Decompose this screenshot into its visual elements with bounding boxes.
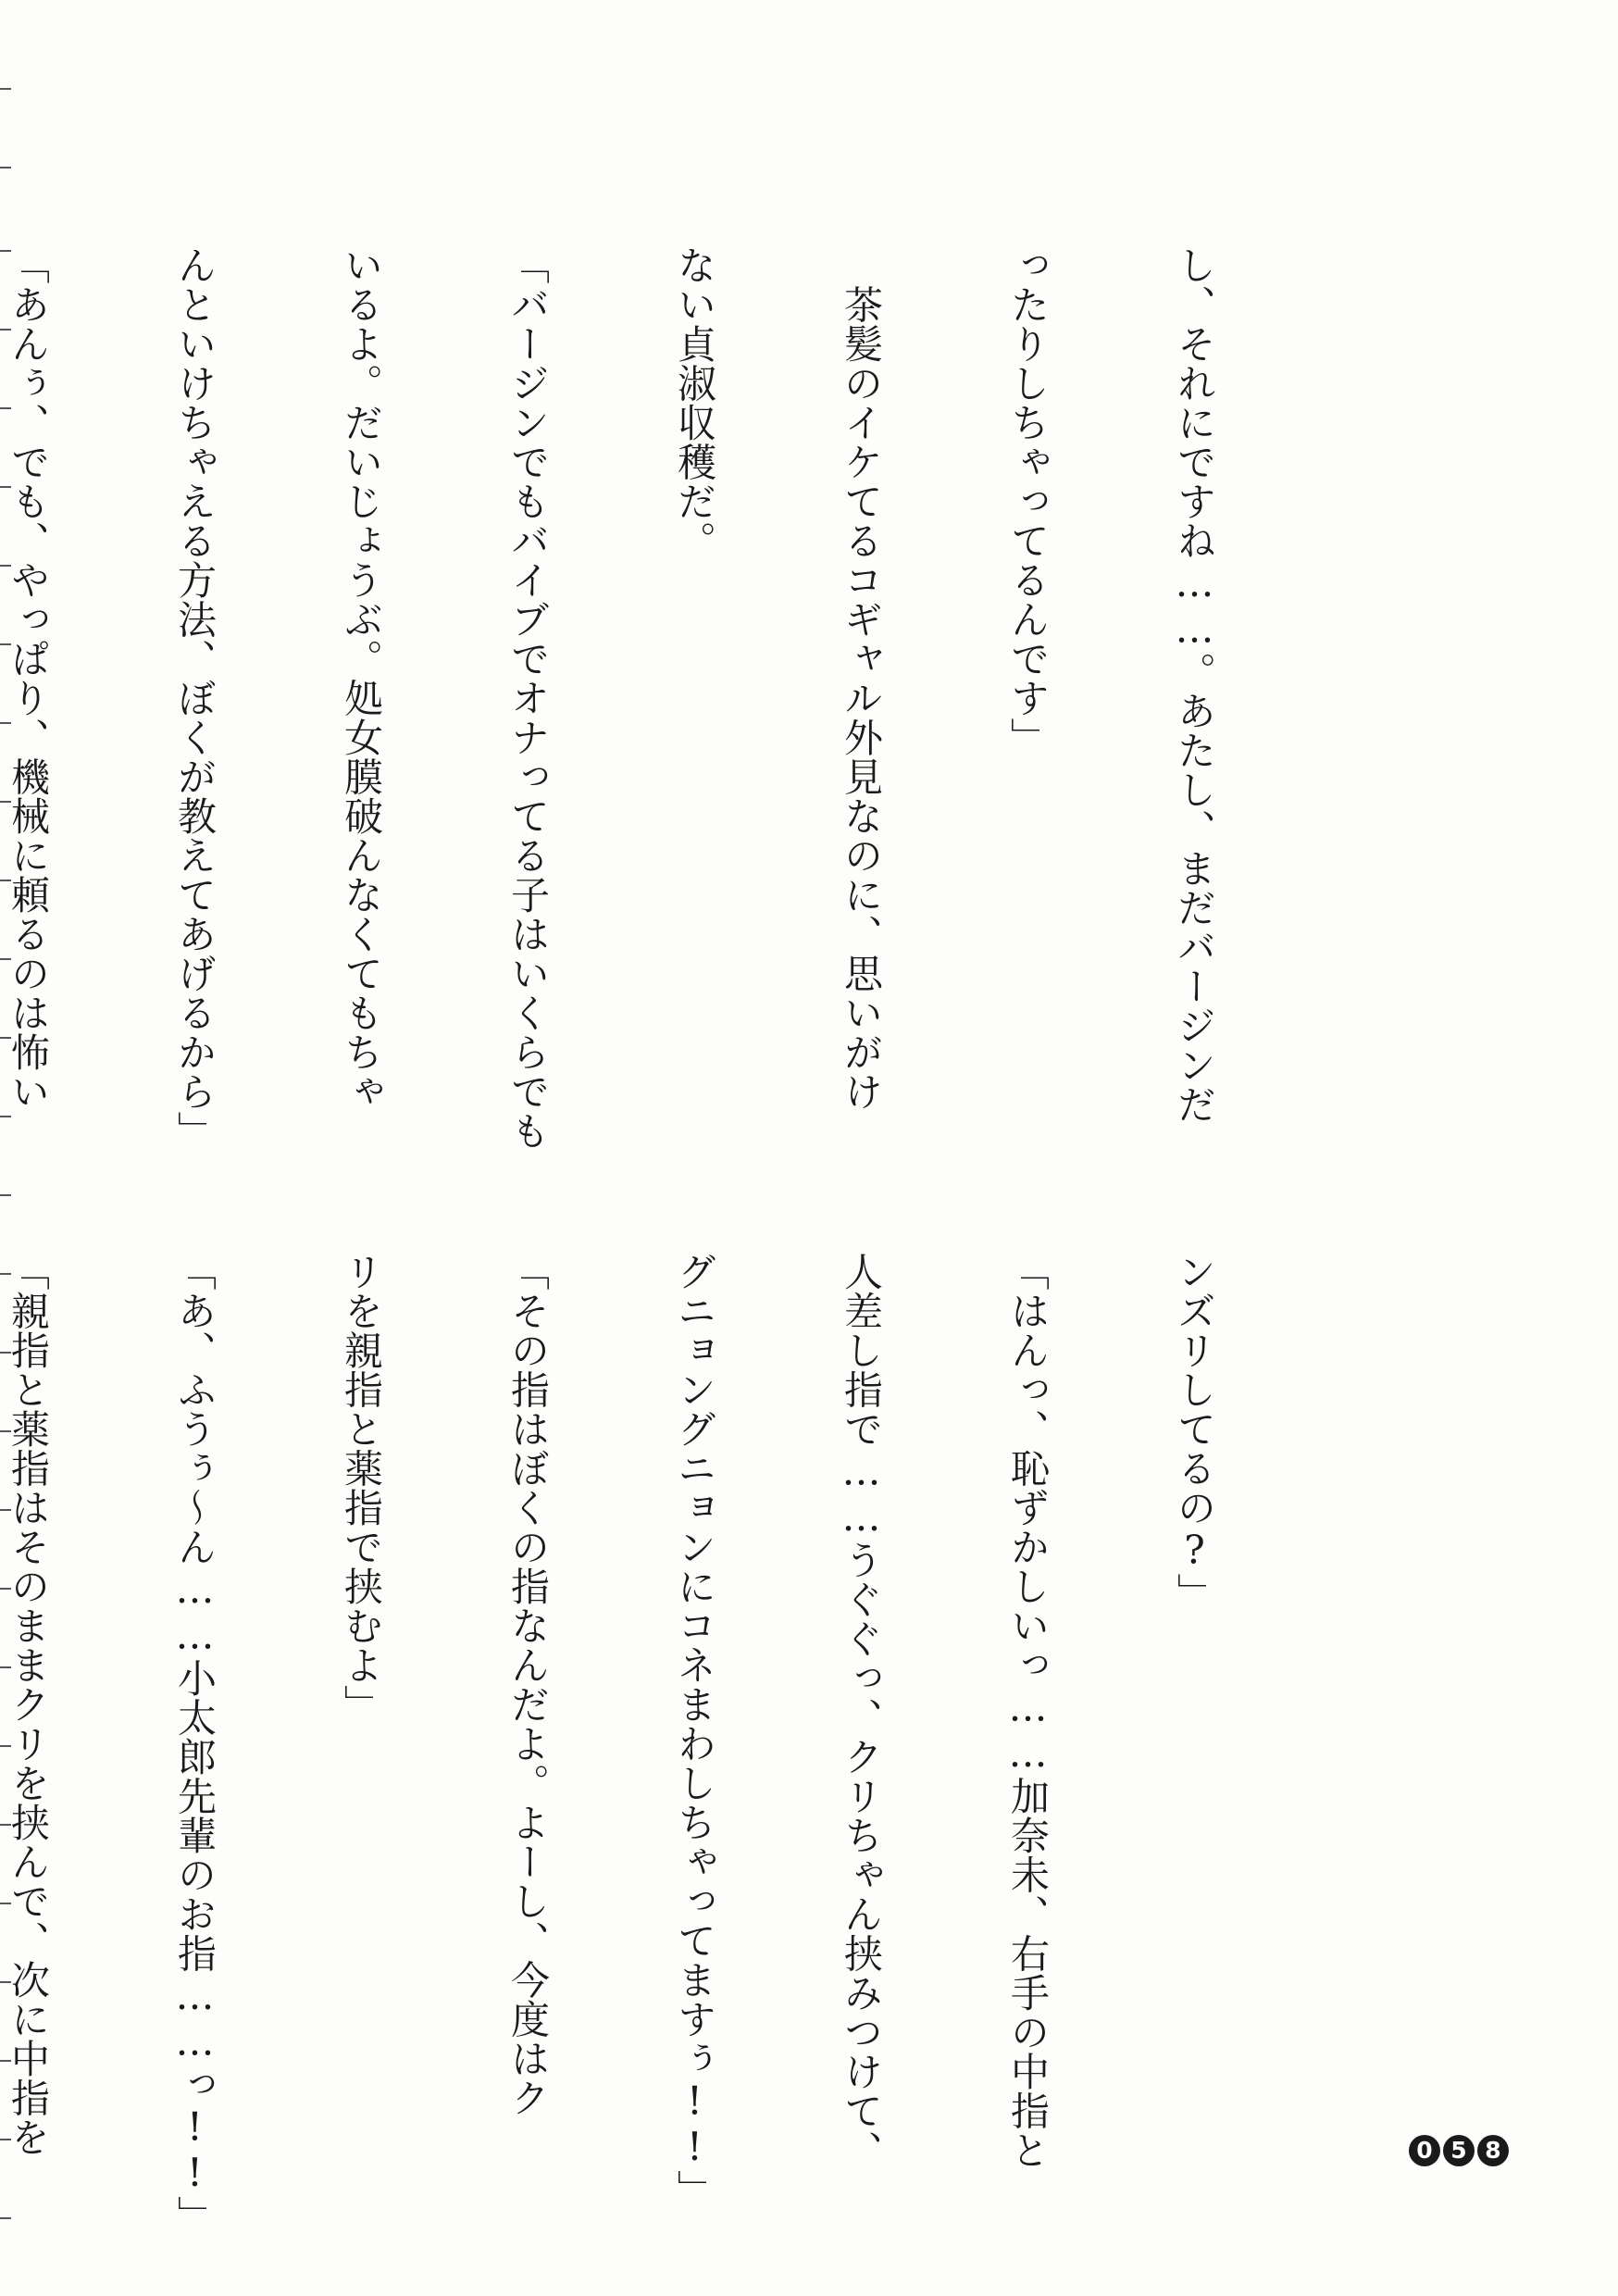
text-line: グニョングニョンにコネまわしちゃってますぅ!!」 bbox=[672, 1252, 717, 2209]
text-line: ンズリしてるの?」 bbox=[1172, 1252, 1217, 1613]
text-block-top bbox=[6, 245, 1333, 1151]
text-line: いるよ。だいじょうぶ。処女膜破んなくてもちゃ bbox=[339, 245, 384, 1111]
text-line: 「親指と薬指はそのままクリを挟んで、次に中指を bbox=[6, 1252, 51, 2157]
page-number-digit: 0 bbox=[1409, 2135, 1440, 2166]
page-number-digit: 8 bbox=[1477, 2135, 1509, 2166]
text-line: リを親指と薬指で挟むよ」 bbox=[339, 1252, 384, 1724]
text-line: ったりしちゃってるんです」 bbox=[1005, 245, 1051, 757]
page-number bbox=[1409, 2135, 1509, 2166]
text-line: 「あ、ふうぅ～ん……小太郎先輩のお指……っ!!」 bbox=[172, 1252, 218, 2235]
page-number-digit: 5 bbox=[1443, 2135, 1475, 2166]
text-line: 茶髪のイケてるコギャル外見なのに、思いがけ bbox=[839, 245, 884, 1111]
text-line: 「はんっ、恥ずかしいっ……加奈未、右手の中指と bbox=[1005, 1252, 1051, 2170]
text-line: んといけちゃえる方法、ぼくが教えてあげるから」 bbox=[172, 245, 218, 1151]
text-line: 「あんぅ、でも、やっぱり、機械に頼るのは怖い bbox=[6, 245, 51, 1111]
text-line: し、それにですね……。あたし、まだバージンだ bbox=[1172, 245, 1217, 1124]
text-block-bottom bbox=[6, 1252, 1333, 2235]
text-line: 「その指はぼくの指なんだよ。よーし、今度はク bbox=[505, 1252, 551, 2117]
text-line: 人差し指で……うぐぐっ、クリちゃん挟みつけて、 bbox=[839, 1252, 884, 2170]
text-line: 「バージンでもバイブでオナってる子はいくらでも bbox=[505, 245, 551, 1151]
text-line: ない貞淑収穫だ。 bbox=[672, 245, 717, 560]
